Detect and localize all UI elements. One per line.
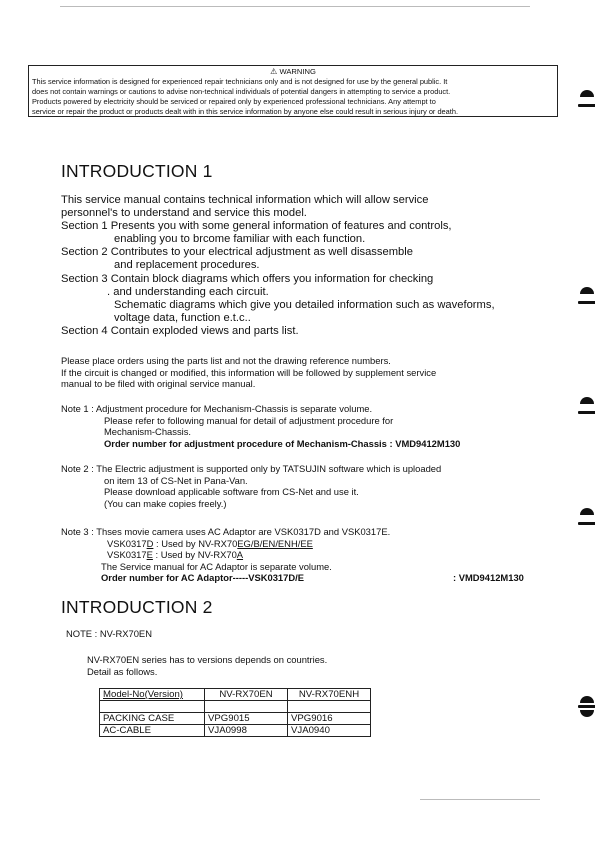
table-row [100,701,371,713]
adaptor-order-line: Order number for AC Adaptor-----VSK0317D/E : VMD9412M130 [101,572,524,584]
table-cell [205,701,288,713]
text-line: The Service manual for AC Adaptor is separate volume. [101,560,332,572]
warning-triangle-icon: ⚠ [270,67,278,76]
text-line: Mechanism-Chassis. [104,426,192,438]
intro1-paragraph [61,194,495,338]
text-line: NV-RX70EN series has to versions depends on countries. [87,654,328,665]
bottom-rule [420,799,540,800]
binder-mark-icon [578,508,595,525]
table-cell: AC-CABLE [100,725,205,737]
note-1 [61,403,460,449]
text-line: Section 4 Contain exploded views and parts list. [61,324,299,337]
table-cell: VPG9015 [205,713,288,725]
warning-title: ⚠ WARNING [270,67,316,76]
intro2-note: NOTE : NV-RX70EN [66,628,152,639]
note-2 [61,463,441,509]
text-line: Note 3 : Thses movie camera uses AC Adaptor are VSK0317D and VSK0317E. [61,526,391,537]
table-cell: VPG9016 [288,713,371,725]
text-line: Note 1 : Adjustment procedure for Mechanism-Chassis is separate volume. [61,403,373,414]
text-line: voltage data, function e.t.c.. [114,311,251,324]
table-cell [100,701,205,713]
table-cell: VJA0940 [288,725,371,737]
binder-mark-icon [578,696,595,717]
text-line: Section 3 Contain block diagrams which offers you information for checking [61,272,434,285]
top-rule [60,6,530,7]
text-line: Please refer to following manual for detail of adjustment procedure for [104,414,394,426]
text-line: Please place orders using the parts list and not the drawing reference numbers. [61,355,391,366]
warning-line: This service information is designed for experienced repair technicians only and is not designed for use by the general public. It [32,77,448,86]
text-line: and replacement procedures. [114,259,260,272]
text-line: Note 2 : The Electric adjustment is supported only by TATSUJIN software which is uploaded [61,463,442,474]
intro1-heading: INTRODUCTION 1 [61,161,213,181]
table-header-cell: NV-RX70EN [205,689,288,701]
intro2-heading: INTRODUCTION 2 [61,597,213,617]
table-cell [288,701,371,713]
text-line: Section 1 Presents you with some general information of features and controls, [61,220,452,233]
table-row [100,713,371,725]
text-line: Schematic diagrams which give you detailed information such as waveforms, [114,298,495,311]
binder-mark-icon [578,90,595,107]
text-line: on item 13 of CS-Net in Pana-Van. [104,474,248,486]
order-number-line: Order number for adjustment procedure of Mechanism-Chassis : VMD9412M130 [104,437,461,449]
intro2-desc [87,654,327,677]
warning-line: Products powered by electricity should be serviced or repaired only by experienced professional technicians. Any attempt to [32,97,436,107]
text-line: (You can make copies freely.) [104,497,227,509]
text-line: enabling you to brcome familiar with each function. [114,233,366,246]
text-line: This service manual contains technical information which will allow service [61,194,429,206]
table-header-row [100,689,371,701]
warning-line: service or repair the product or products dealt with in this service information by anyone else could result in serious injury or death. [32,107,458,117]
orders-paragraph [61,355,436,390]
text-line: Please download applicable software from CS-Net and use it. [104,486,359,498]
table-row [100,725,371,737]
binder-mark-icon [578,397,595,414]
warning-line: does not contain warnings or cautions to advise non-technical individuals of potential dangers in attempting to service a product. [32,87,451,97]
text-line: personnel's to understand and service this model. [61,207,307,220]
table-header-cell: NV-RX70ENH [288,689,371,701]
text-line: . and understanding each circuit. [107,285,269,298]
adaptor-d-line: VSK0317D : Used by NV-RX70EG/B/EN/ENH/EE [107,537,313,549]
table-header-cell: Model-No(Version) [100,689,205,701]
text-line: manual to be filed with original service manual. [61,378,256,390]
binder-mark-icon [578,287,595,304]
text-line: If the circuit is changed or modified, this information will be followed by supplement service [61,366,437,378]
table-cell: PACKING CASE [100,713,205,725]
text-line: Detail as follows. [87,665,158,677]
table-cell: VJA0998 [205,725,288,737]
text-line: Section 2 Contributes to your electrical adjustment as well disassemble [61,246,413,259]
note-3 [61,526,536,584]
version-table [99,688,371,737]
warning-box [28,65,558,117]
adaptor-e-line: VSK0317E : Used by NV-RX70A [107,549,244,561]
